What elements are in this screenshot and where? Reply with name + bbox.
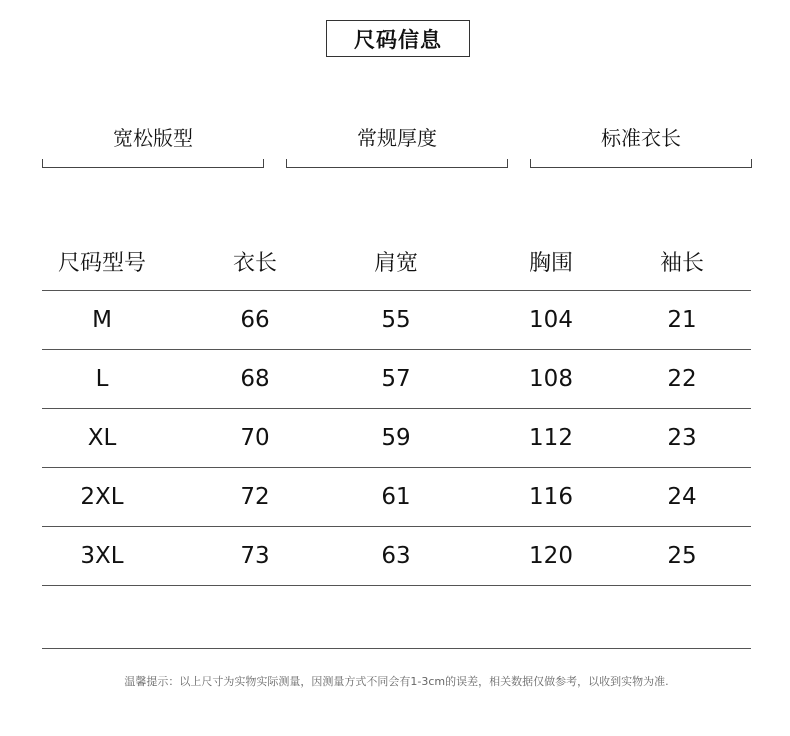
table-row [42, 291, 751, 350]
cell-chest: 120 [529, 543, 573, 569]
header-length: 衣长 [232, 250, 277, 276]
feature-length-label: 标准衣长 [601, 126, 681, 150]
feature-length [530, 118, 752, 168]
cell-chest: 104 [529, 307, 573, 333]
cell-length: 72 [240, 484, 270, 510]
size-table [42, 232, 751, 649]
table-row [42, 527, 751, 586]
page-title-text: 尺码信息 [354, 27, 442, 52]
header-sleeve: 袖长 [659, 250, 704, 276]
cell-sleeve: 23 [667, 425, 697, 451]
cell-chest: 112 [529, 425, 573, 451]
feature-thickness-bracket [286, 159, 508, 168]
cell-sleeve: 24 [667, 484, 697, 510]
cell-length: 66 [240, 307, 270, 333]
table-row [42, 468, 751, 527]
cell-size: 2XL [80, 484, 124, 510]
cell-shoulder: 63 [381, 543, 411, 569]
feature-thickness-label: 常规厚度 [357, 126, 437, 150]
cell-size: XL [87, 425, 117, 451]
cell-shoulder: 57 [381, 366, 411, 392]
cell-size: 3XL [80, 543, 124, 569]
cell-shoulder: 55 [381, 307, 411, 333]
measurement-note: 温馨提示：以上尺寸为实物实际测量，因测量方式不同会有1-3cm的误差，相关数据仅做参考，以收到实物为准. [124, 675, 669, 688]
header-chest: 胸围 [528, 250, 573, 276]
table-row [42, 350, 751, 409]
feature-length-bracket [530, 159, 752, 168]
cell-length: 70 [240, 425, 270, 451]
cell-shoulder: 59 [381, 425, 411, 451]
cell-sleeve: 21 [667, 307, 697, 333]
feature-thickness [286, 118, 508, 168]
cell-size: M [92, 307, 112, 333]
header-shoulder: 肩宽 [373, 250, 418, 276]
cell-size: L [95, 366, 109, 392]
cell-length: 73 [240, 543, 270, 569]
cell-sleeve: 25 [667, 543, 697, 569]
page-title [326, 20, 470, 57]
cell-sleeve: 22 [667, 366, 697, 392]
table-header-row [42, 232, 751, 291]
table-empty-row [42, 586, 751, 649]
table-row [42, 409, 751, 468]
feature-fit-label: 宽松版型 [113, 126, 193, 150]
feature-fit [42, 118, 264, 168]
cell-shoulder: 61 [381, 484, 411, 510]
cell-chest: 116 [529, 484, 573, 510]
feature-fit-bracket [42, 159, 264, 168]
cell-chest: 108 [529, 366, 573, 392]
header-size: 尺码型号 [57, 250, 146, 276]
cell-length: 68 [240, 366, 270, 392]
